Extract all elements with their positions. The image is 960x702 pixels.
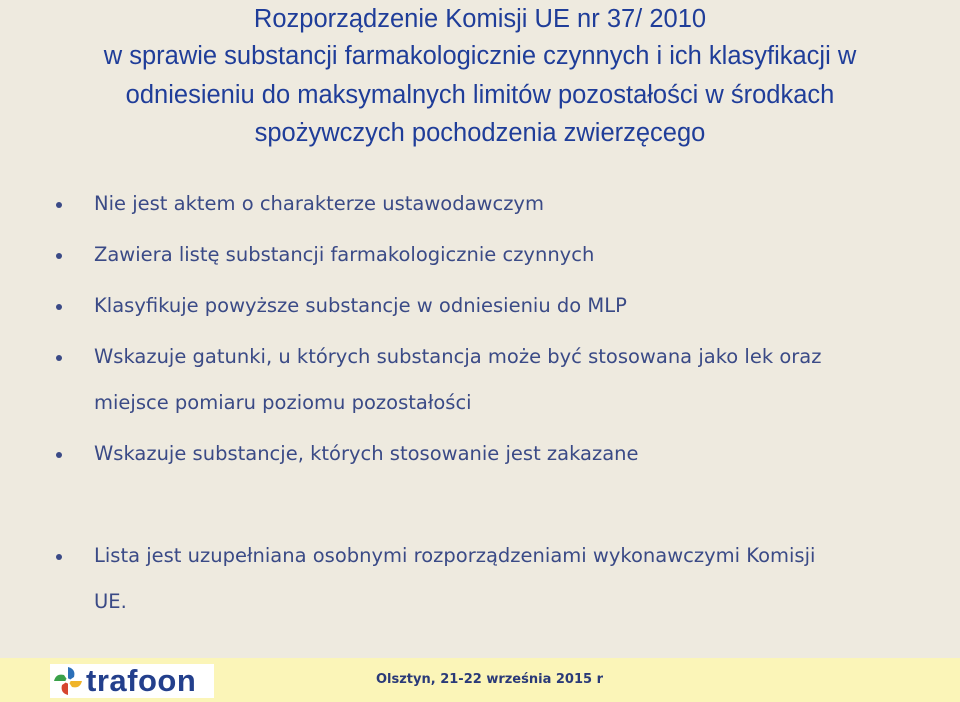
title-line: Rozporządzenie Komisji UE nr 37/ 2010 [253, 5, 707, 33]
logo-text: trafoon [86, 663, 197, 698]
bullet-dot [56, 202, 62, 208]
bullet-text: Wskazuje gatunki, u których substancja może być stosowana jako lek oraz [94, 345, 822, 368]
bullet-text-continued: UE. [94, 590, 127, 613]
footer-band [0, 658, 960, 702]
bullet-item [94, 431, 914, 477]
trafoon-logo [50, 664, 214, 698]
pinwheel-icon [52, 665, 84, 697]
bullet-item [94, 533, 914, 625]
bullet-dot [56, 452, 62, 458]
bullet-item [94, 283, 914, 329]
title-line: spożywczych pochodzenia zwierzęcego [254, 119, 706, 147]
bullet-dot [56, 554, 62, 560]
title-line: w sprawie substancji farmakologicznie czynnych i ich klasyfikacji w [103, 42, 857, 70]
bullet-text-continued: miejsce pomiaru poziomu pozostałości [94, 391, 472, 414]
bullet-text: Lista jest uzupełniana osobnymi rozporządzeniami wykonawczymi Komisji [94, 544, 816, 567]
bullet-text: Nie jest aktem o charakterze ustawodawczym [94, 192, 544, 215]
bullet-dot [56, 355, 62, 361]
bullet-item [94, 334, 914, 426]
bullet-text: Klasyfikuje powyższe substancje w odniesieniu do MLP [94, 294, 627, 317]
title-line: odniesieniu do maksymalnych limitów pozostałości w środkach [125, 81, 835, 109]
bullet-item [94, 181, 914, 227]
bullet-text: Wskazuje substancje, których stosowanie jest zakazane [94, 442, 639, 465]
bullet-dot [56, 253, 62, 259]
bullet-item [94, 232, 914, 278]
bullet-dot [56, 304, 62, 310]
bullet-text: Zawiera listę substancji farmakologicznie czynnych [94, 243, 595, 266]
event-date-location: Olsztyn, 21-22 września 2015 r [376, 672, 603, 687]
